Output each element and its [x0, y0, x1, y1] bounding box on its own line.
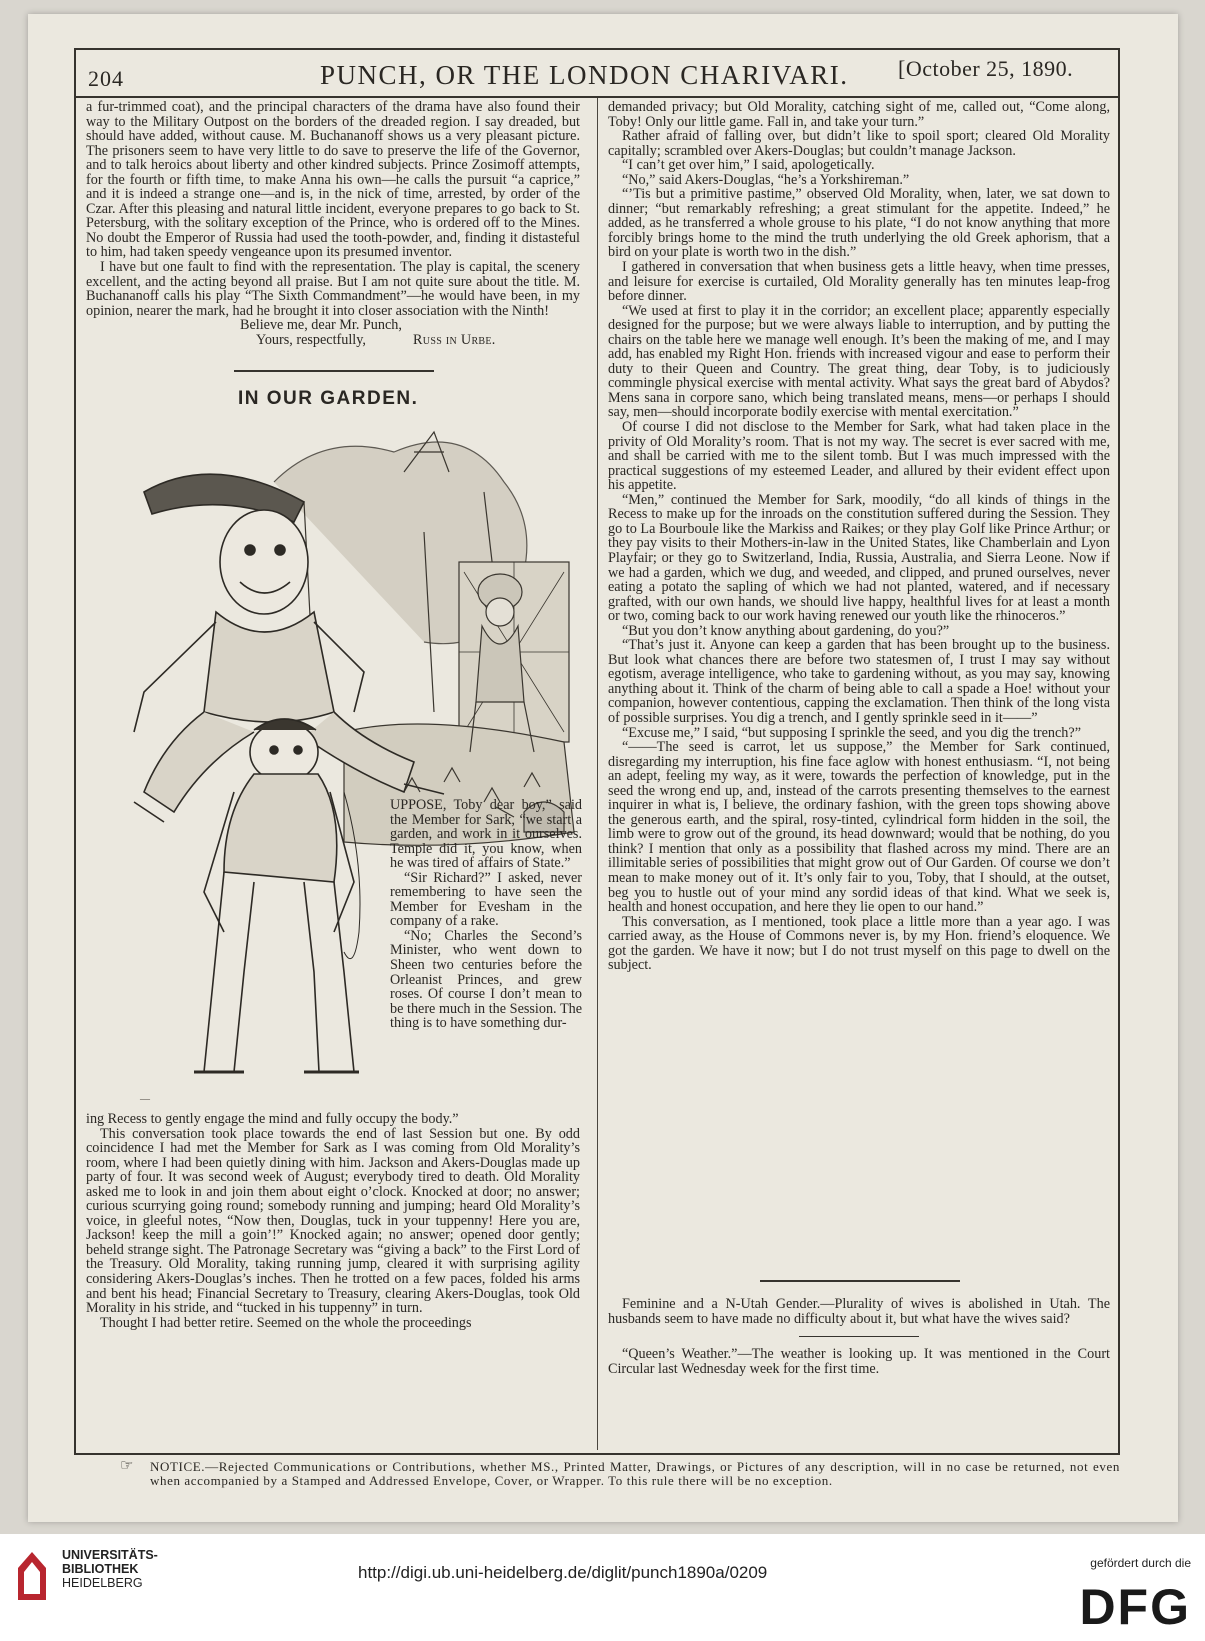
paragraph: This conversation took place towards the end of last Session but one. By odd coincidence I had met the Member for Sark as I was coming from Old Morality’s room, where I had been quietly dining with him. Jackson and Akers-Douglas made up party of four. It was second week of August; everybody tired to death. Old Morality asked me to look in and join them about eight o’clock. Knocked at door; no answer; curious scurrying going round; somebody running and jumping; heard Old Morality’s voice, in gleeful notes, “Now then, Douglas, tuck in your tuppenny! Here you are, Jackson! keep the mill a goin’!” Knocked again; no answer; opened door gently; beheld strange sight. The Patronage Secretary was “giving a back” to the First Lord of the Treasury. Old Morality, taking running jump, cleared it with surprising agility considering Akers-Douglas’s inches. Then he trotted on a few paces, folded his arms and bent his head; Financial Secretary to Treasury, clearing Akers-Douglas, took Old Morality in his stride, and “tucked in his tuppenny” in turn.	[86, 1125, 580, 1317]
dfg-logo: DFG	[1079, 1579, 1191, 1635]
paragraph: “Men,” continued the Member for Sark, moodily, “do all kinds of things in the Recess to make up for the inroads on the constitution suffered during the Session. They go to La Bourboule like the Markiss and Raikes; or they play Golf like Prince Arthur; or they pay visits to their Mothers-in-law in the United States, like Chamberlain and Lyon Playfair; or they go to Switzerland, India, Russia, Australia, and Sierra Leone. Now if we had a garden, which we dug, and weeded, and clipped, and pruned ourselves, never eating a potato the sapling of which we had not planted, watered, and if necessary grafted, with our own hands, we should live happy, healthful lives for at least a month or two, coming back to our work having renewed our youth like the rhinoceros.”	[608, 491, 1110, 625]
paragraph: a fur-trimmed coat), and the principal characters of the drama have also found their way to the Military Outpost on the borders of the dreaded region. I say dreaded, but should have added, without cause. M. Buchananoff shows us a very pleasant picture. The prisoners seem to have very little to do save to preserve the life of the Governor, and to talk heroics about liberty and other kindred subjects. Prince Zosimoff attempts, for the fourth or fifth time, to make Anna his own—he calls the pursuit “a caprice,” and it is indeed a strange one—and is, in the nick of time, arrested, by order of the Czar. After this pleasing and natural little incident, everyone prepares to go back to St. Petersburg, with the solitary exception of the Prince, who is ordered off to the Mines. No doubt the Emperor of Russia had used the tooth-powder, and, finding it distasteful to him, had taken speedy vengeance upon its presumed inventor.	[86, 99, 580, 261]
library-name: UNIVERSITÄTS- BIBLIOTHEK HEIDELBERG	[62, 1548, 158, 1590]
paragraph: “——The seed is carrot, let us suppose,” the Member for Sark continued, disregarding my interruption, his fine face aglow with honest enthusiasm. “I, not being an adept, feeling my way, as it were, towards the perfection of knowledge, put in the seed the wrong end up, and, instead of the carrots presenting themselves to the earnest inquirer in what is, I believe, the ordinary fashion, with the green tops showing above the generous earth, and the spiral, rosy-tinted, cylindrical form hidden in the soil, the limb were to grow out of the ground, its head downward; would that be nothing, do you think? I mention that only as a possibility that flashed across my mind. There are an illimitable series of possibilities that might grow out of Our Garden. Of course we don’t mean to make money out of it. It’s only fair to you, Toby, that I should, at the outset, beg you to hustle out of your mind any sordid ideas of that kind. What we seek is, health and honest occupation, and here they lie open to our hand.”	[608, 739, 1110, 916]
paragraph: “No; Charles the Second’s Minister, who went down to Sheen two centuries before the Orleanist Princes, and grew roses. Of course I don’t mean to be there much in the Session. The thing is to have something dur-	[390, 927, 582, 1032]
paragraph: “I can’t get over him,” I said, apologetically.	[622, 157, 875, 174]
paragraph: Thought I had better retire. Seemed on the whole the proceedings	[100, 1314, 472, 1331]
funded-by-label: gefördert durch die	[1090, 1556, 1191, 1570]
article-title: IN OUR GARDEN.	[238, 388, 419, 409]
closing: Yours, respectfully,	[256, 331, 366, 348]
pointing-hand-icon: ☞	[120, 1458, 135, 1474]
paragraph: ing Recess to gently engage the mind and fully occupy the body.”	[86, 1111, 459, 1127]
paragraph: “But you don’t know anything about gardening, do you?”	[622, 622, 950, 639]
paragraph: I gathered in conversation that when business gets a little heavy, when time presses, and leisure for exercise is curtailed, Old Morality generally has ten minutes leap-frog before dinner.	[608, 259, 1110, 305]
notice	[120, 1460, 1120, 1488]
paragraph: UPPOSE, Toby dear boy,” said the Member for Sark, “we start a garden, and work in it ourselves. Temple did it, you know, when he was tired of affairs of State.”	[390, 797, 582, 872]
section-rule	[234, 370, 434, 372]
paragraph: Rather afraid of falling over, but didn’t like to spoil sport; cleared Old Morality capitally; scrambled over Akers-Douglas; but couldn’t manage Jackson.	[608, 128, 1110, 159]
sign-off: Believe me, dear Mr. Punch,	[240, 317, 402, 334]
paragraph: This conversation, as I mentioned, took place a little more than a year ago. I was carried away, as the House of Commons never is, by my Hon. friend’s eloquence. We got the garden. We have it now; but I do not trust myself on this page to dwell on the subject.	[608, 913, 1110, 974]
masthead: PUNCH, OR THE LONDON CHARIVARI.	[320, 60, 849, 90]
queen-weather-item: “Queen’s Weather.”—The weather is looking up. It was mentioned in the Court Circular last Wednesday week for the first time.	[608, 1346, 1110, 1377]
theatre-review-continued	[86, 100, 580, 347]
notice-text: NOTICE.—Rejected Communications or Contributions, whether MS., Printed Matter, Drawings, or Pictures of any description, will in no case be returned, not even when accompanied by a Stamped and Addressed Envelope, Cover, or Wrapper. To this rule there will be no exception.	[150, 1459, 1120, 1488]
section-rule	[760, 1280, 960, 1282]
feminine-item: Feminine and a N-Utah Gender.—Plurality of wives is abolished in Utah. The husbands seem to have made no difficulty about it, but what have the wives said?	[608, 1296, 1110, 1327]
paragraph: “We used at first to play it in the corridor; an excellent place; apparently especially designed for the purpose; but we were always liable to interruption, and by putting the chairs on the table here we manage well enough. It’s been the making of me, and I may add, has enabled my Right Hon. friends with increased vigour and ease to perform their duty to their Queen and Country. The great thing, dear Toby, is to judiciously commingle physical exercise with mental activity. What says the great bard of Abydos? Mens sana in corpore sano, which being translated means, mens—or perhaps I should say, men—should incorporate bodily exercise with mental exercitation.”	[608, 302, 1110, 421]
paragraph: “That’s just it. Anyone can keep a garden that has been brought up to the business. But look what chances there are before two statesmen of, I trust I may say without egotism, average intelligence, who take to gardening without, as you may say, knowing anything about it. Think of the charm of being able to call a spade a Hoe! without your companion, however contentious, capping the exclamation. Then think of the long vista of possible surprises. You dig a trench, and I gently sprinkle seed in it——”	[608, 637, 1110, 726]
garden-article-right-column	[608, 100, 1110, 973]
university-library-logo-icon	[14, 1548, 50, 1604]
paragraph: Of course I did not disclose to the Member for Sark, what had taken place in the privity of Old Morality’s room. That is not my way. The secret is ever sacred with me, and shall be carried with me to the silent tomb. But I was much impressed with the practical suggestions of my esteemed Leader, and allured by their evident effect upon his appetite.	[608, 419, 1110, 494]
artist-monogram: —	[140, 1094, 150, 1105]
stooping-figure	[194, 719, 360, 1072]
paragraph: “Sir Richard?” I asked, never remembering to have seen the Member for Evesham in the company of a rake.	[390, 869, 582, 930]
paragraph: “’Tis but a primitive pastime,” observed Old Morality, when, later, we sat down to dinner; “but remarkably refreshing; a great stimulant for the appetite. Indeed,” he added, as he transferred a whole grouse to his plate, “I do not know anything that more forcibly brings home to the mind the truth underlying the old Greek aphorism, that a bird on your plate is worth two in the dish.”	[608, 186, 1110, 261]
item-divider	[799, 1326, 919, 1337]
garden-article-continued	[86, 1112, 580, 1330]
digitization-footer	[0, 1534, 1205, 1641]
source-url[interactable]: http://digi.ub.uni-heidelberg.de/diglit/punch1890a/0209	[358, 1563, 768, 1582]
paragraph: I have but one fault to find with the representation. The play is capital, the scenery excellent, and the acting beyond all praise. But I am not quite sure about the title. M. Buchananoff calls his play “The Sixth Commandment”—he would have been, in my opinion, nearer the mark, had he brought it into closer association with the Ninth!	[86, 259, 580, 319]
signature: Russ in Urbe.	[413, 331, 496, 348]
issue-date: [October 25, 1890.	[898, 56, 1074, 81]
paragraph: “Excuse me,” I said, “but supposing I sprinkle the seed, and you dig the trench?”	[622, 724, 1081, 741]
paragraph: “No,” said Akers-Douglas, “he’s a Yorkshireman.”	[622, 171, 910, 188]
garden-article-opening	[390, 798, 582, 1031]
short-items	[608, 1297, 1110, 1376]
paragraph: demanded privacy; but Old Morality, catching sight of me, called out, “Come along, Toby! Only our little game. Fall in, and take your turn.”	[608, 99, 1110, 130]
page-number: 204	[88, 66, 124, 91]
